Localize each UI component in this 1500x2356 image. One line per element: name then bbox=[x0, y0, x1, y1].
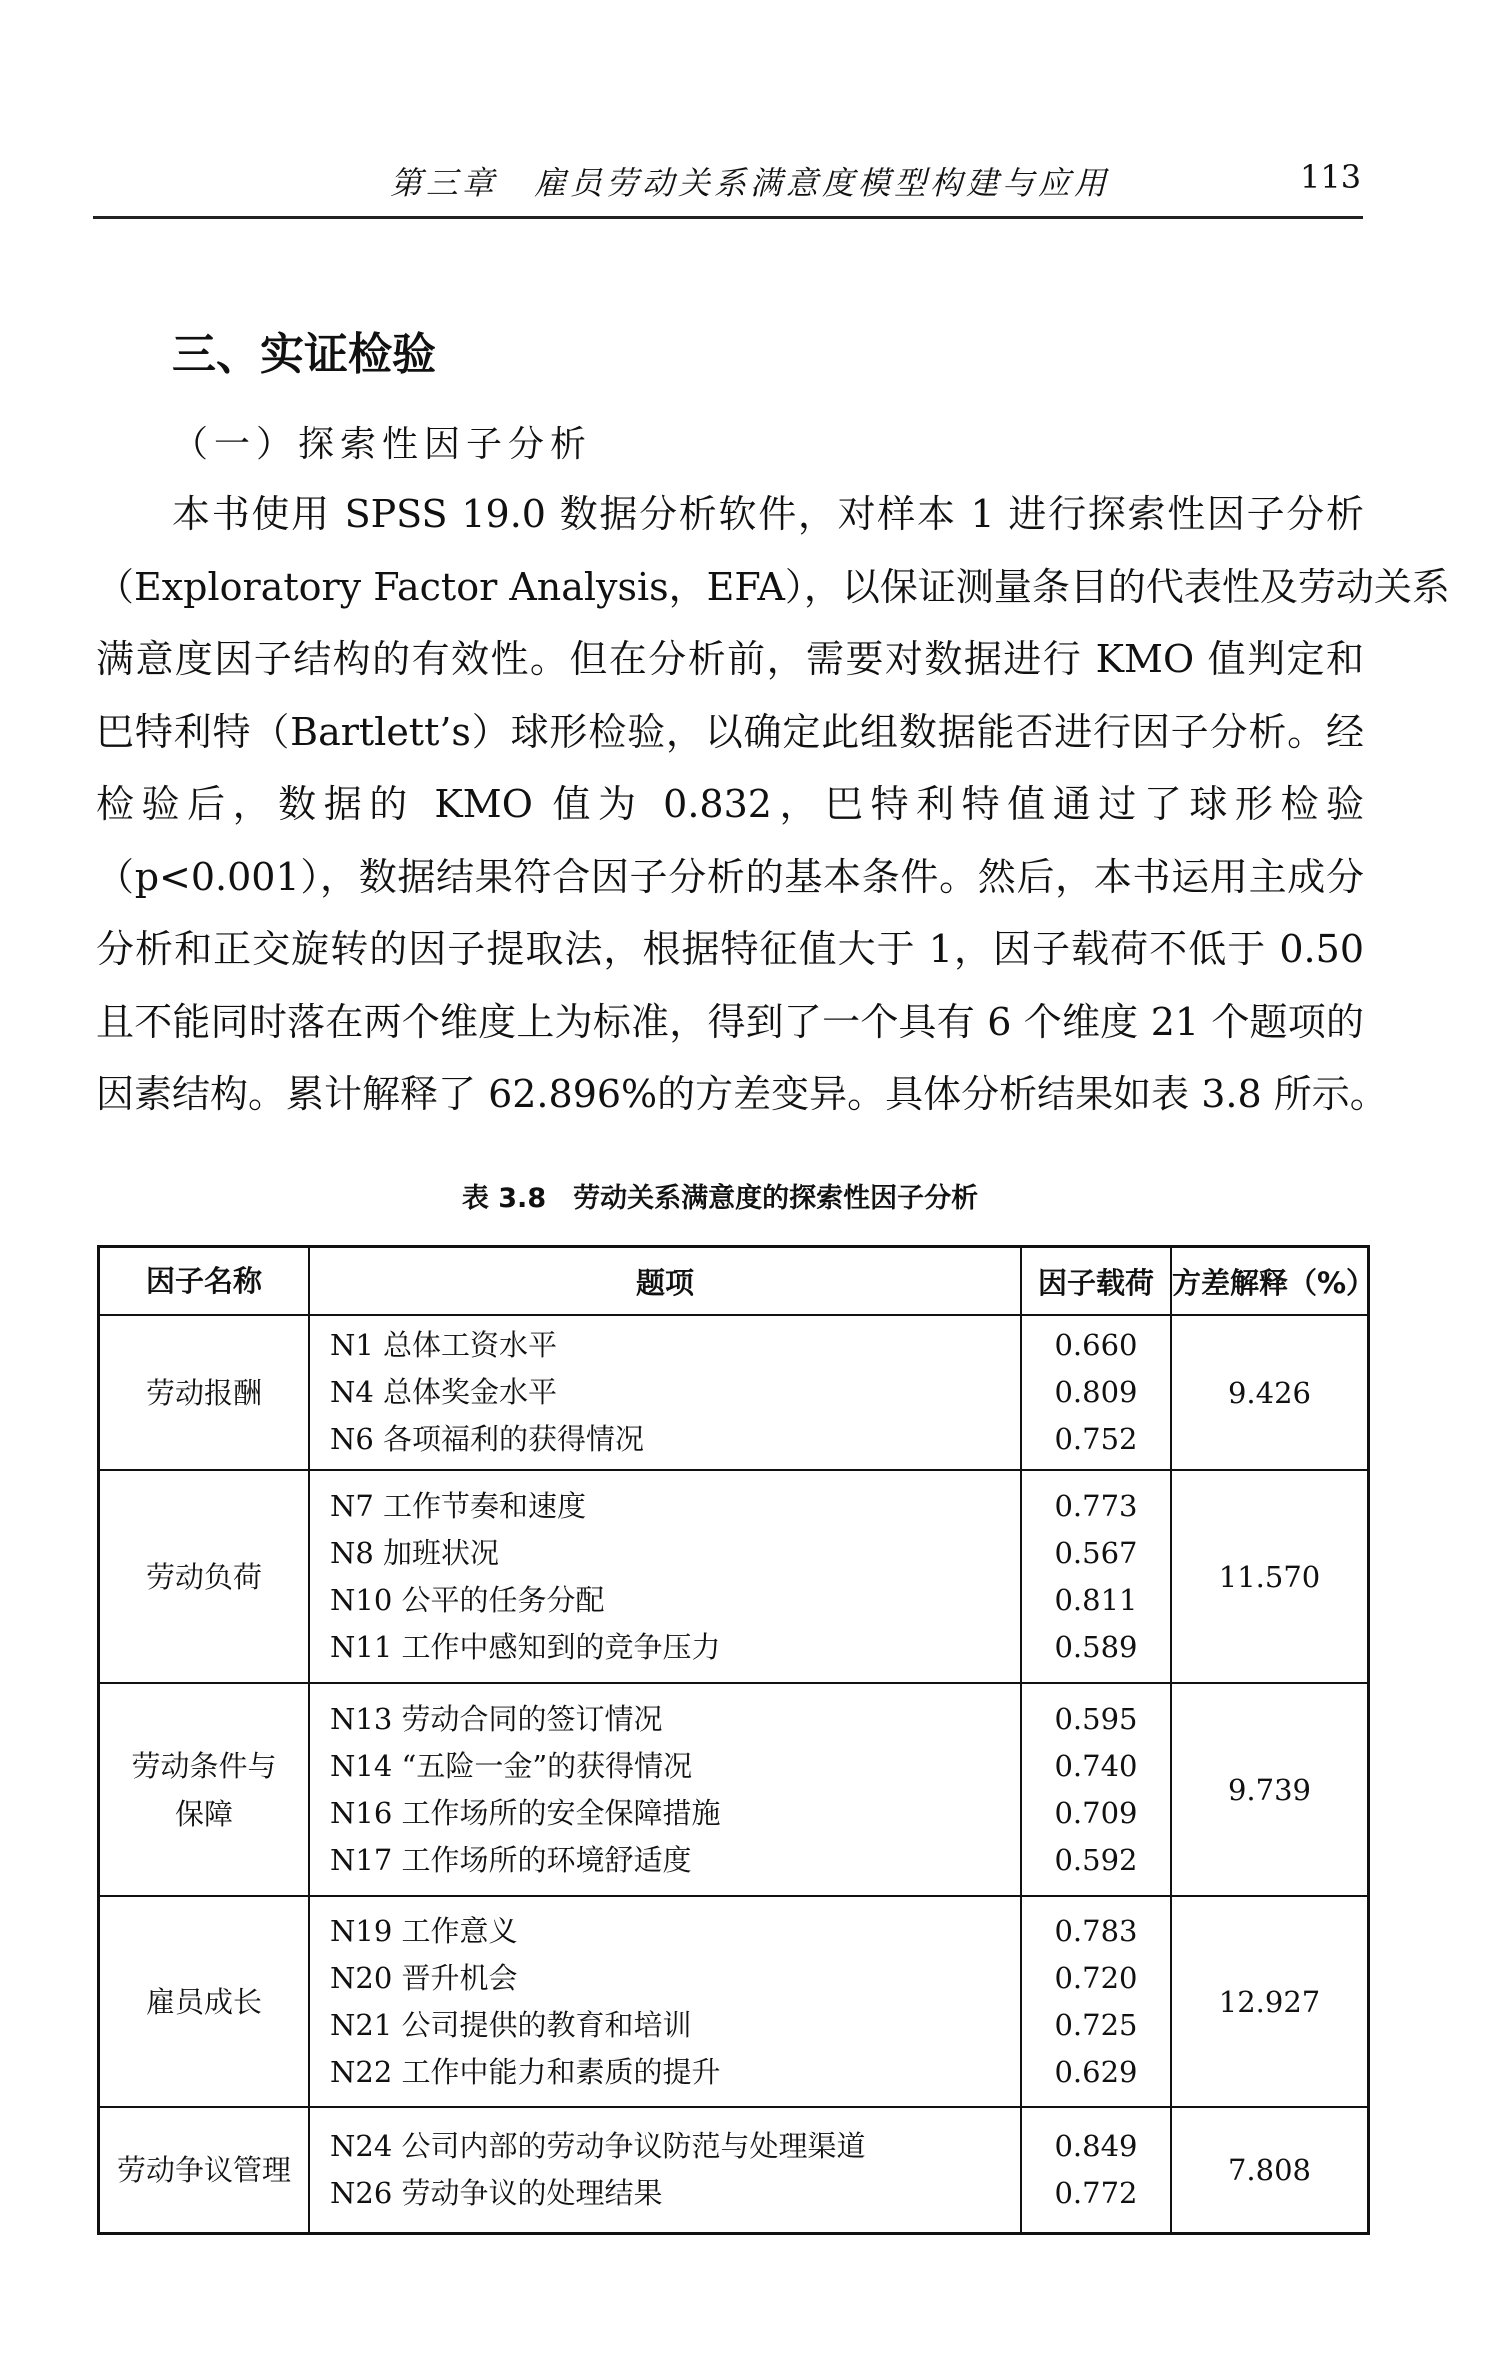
paragraph-line: （Exploratory Factor Analysis，EFA），以保证测量条目的代表性及劳动关系 bbox=[96, 564, 1450, 609]
item-loading: 0.709 bbox=[1054, 1795, 1138, 1830]
item-loading: 0.772 bbox=[1054, 2175, 1138, 2210]
item-loading: 0.592 bbox=[1054, 1842, 1138, 1877]
factor-name: 劳动报酬 bbox=[145, 1375, 262, 1410]
item-label: N16 工作场所的安全保障措施 bbox=[330, 1795, 721, 1830]
factor-name-cell bbox=[99, 1470, 310, 1683]
item-label: N17 工作场所的环境舒适度 bbox=[330, 1842, 692, 1877]
loadings-cell bbox=[1021, 1896, 1171, 2107]
factor-name-cell bbox=[99, 1896, 310, 2107]
table-row bbox=[99, 1470, 1369, 1683]
item-loading: 0.811 bbox=[1054, 1582, 1138, 1617]
variance-cell: 9.426 bbox=[1171, 1315, 1369, 1470]
variance-cell: 12.927 bbox=[1171, 1896, 1369, 2107]
item-loading: 0.567 bbox=[1054, 1535, 1138, 1570]
item-loading: 0.660 bbox=[1054, 1328, 1138, 1362]
item-loading: 0.629 bbox=[1054, 2054, 1138, 2089]
paragraph-line: 巴特利特（Bartlett’s）球形检验，以确定此组数据能否进行因子分析。经 bbox=[96, 709, 1364, 754]
item-loading: 0.589 bbox=[1054, 1629, 1138, 1664]
loadings-cell bbox=[1021, 1315, 1171, 1470]
variance-cell: 11.570 bbox=[1171, 1470, 1369, 1683]
loadings-cell bbox=[1021, 1470, 1171, 1683]
item-label: N24 公司内部的劳动争议防范与处理渠道 bbox=[330, 2128, 866, 2163]
item-loading: 0.725 bbox=[1054, 2007, 1138, 2042]
paragraph-line: 且不能同时落在两个维度上为标准，得到了一个具有 6 个维度 21 个题项的 bbox=[96, 999, 1364, 1044]
items-cell bbox=[309, 2107, 1021, 2233]
item-label: N21 公司提供的教育和培训 bbox=[330, 2007, 692, 2042]
item-loading: 0.720 bbox=[1054, 1960, 1138, 1995]
items-cell bbox=[309, 1315, 1021, 1470]
variance-cell: 7.808 bbox=[1171, 2107, 1369, 2233]
header-item: 题项 bbox=[309, 1247, 1021, 1316]
item-loading: 0.849 bbox=[1054, 2128, 1138, 2163]
loadings-cell bbox=[1021, 2107, 1171, 2233]
factor-name: 劳动负荷 bbox=[145, 1559, 262, 1594]
item-loading: 0.595 bbox=[1054, 1701, 1138, 1736]
factor-name: 劳动争议管理 bbox=[116, 2152, 291, 2187]
item-label: N1 总体工资水平 bbox=[330, 1328, 558, 1362]
item-label: N22 工作中能力和素质的提升 bbox=[330, 2054, 721, 2089]
page-number: 113 bbox=[1300, 158, 1362, 196]
header-rule bbox=[93, 216, 1363, 219]
table-row bbox=[99, 1683, 1369, 1896]
section-title: 三、实证检验 bbox=[172, 329, 436, 380]
table-row bbox=[99, 2107, 1369, 2233]
header-factor-name: 因子名称 bbox=[99, 1247, 310, 1316]
item-loading: 0.783 bbox=[1054, 1913, 1138, 1948]
paragraph-line: （p<0.001），数据结果符合因子分析的基本条件。然后，本书运用主成分 bbox=[96, 854, 1364, 899]
item-label: N7 工作节奏和速度 bbox=[330, 1488, 587, 1523]
items-cell bbox=[309, 1896, 1021, 2107]
loadings-cell bbox=[1021, 1683, 1171, 1896]
running-header-title: 第三章 雇员劳动关系满意度模型构建与应用 bbox=[390, 164, 1111, 202]
item-label: N20 晋升机会 bbox=[330, 1960, 518, 1995]
item-label: N11 工作中感知到的竞争压力 bbox=[330, 1629, 721, 1664]
item-loading: 0.740 bbox=[1054, 1748, 1138, 1783]
factor-name: 劳动条件与 bbox=[131, 1748, 277, 1783]
item-loading: 0.773 bbox=[1054, 1488, 1138, 1523]
factor-name-cell bbox=[99, 2107, 310, 2233]
factor-name-cell bbox=[99, 1315, 310, 1470]
item-label: N8 加班状况 bbox=[330, 1535, 500, 1570]
paragraph-line: 分析和正交旋转的因子提取法，根据特征值大于 1，因子载荷不低于 0.50 bbox=[96, 927, 1364, 971]
item-label: N4 总体奖金水平 bbox=[330, 1375, 558, 1409]
table-row bbox=[99, 1896, 1369, 2107]
factor-name-cell bbox=[99, 1683, 310, 1896]
header-loading: 因子载荷 bbox=[1021, 1247, 1171, 1316]
items-cell bbox=[309, 1683, 1021, 1896]
paragraph-line: 因素结构。累计解释了 62.896%的方差变异。具体分析结果如表 3.8 所示。 bbox=[96, 1072, 1388, 1116]
header-variance: 方差解释（%） bbox=[1171, 1247, 1369, 1316]
paragraph-line: 本书使用 SPSS 19.0 数据分析软件，对样本 1 进行探索性因子分析 bbox=[172, 492, 1364, 536]
item-loading: 0.809 bbox=[1054, 1375, 1138, 1409]
table-caption: 表 3.8 劳动关系满意度的探索性因子分析 bbox=[461, 1183, 979, 1214]
factor-name: 雇员成长 bbox=[145, 1984, 262, 2019]
item-label: N26 劳动争议的处理结果 bbox=[330, 2175, 663, 2210]
item-label: N14 “五险一金”的获得情况 bbox=[330, 1748, 693, 1783]
factor-analysis-table bbox=[97, 1245, 1376, 2235]
subsection-title: （一）探索性因子分析 bbox=[172, 424, 593, 465]
item-loading: 0.752 bbox=[1054, 1422, 1138, 1456]
item-label: N13 劳动合同的签订情况 bbox=[330, 1701, 663, 1736]
factor-name: 保障 bbox=[174, 1796, 233, 1831]
item-label: N6 各项福利的获得情况 bbox=[330, 1422, 645, 1456]
paragraph-line: 检验后，数据的 KMO 值为 0.832，巴特利特值通过了球形检验 bbox=[96, 782, 1364, 826]
paragraph-line: 满意度因子结构的有效性。但在分析前，需要对数据进行 KMO 值判定和 bbox=[96, 637, 1364, 681]
item-label: N10 公平的任务分配 bbox=[330, 1582, 605, 1617]
body-paragraph bbox=[96, 478, 1450, 1131]
item-label: N19 工作意义 bbox=[330, 1913, 518, 1948]
table-header-row bbox=[99, 1247, 1369, 1316]
table-row bbox=[99, 1315, 1369, 1470]
variance-cell: 9.739 bbox=[1171, 1683, 1369, 1896]
items-cell bbox=[309, 1470, 1021, 1683]
